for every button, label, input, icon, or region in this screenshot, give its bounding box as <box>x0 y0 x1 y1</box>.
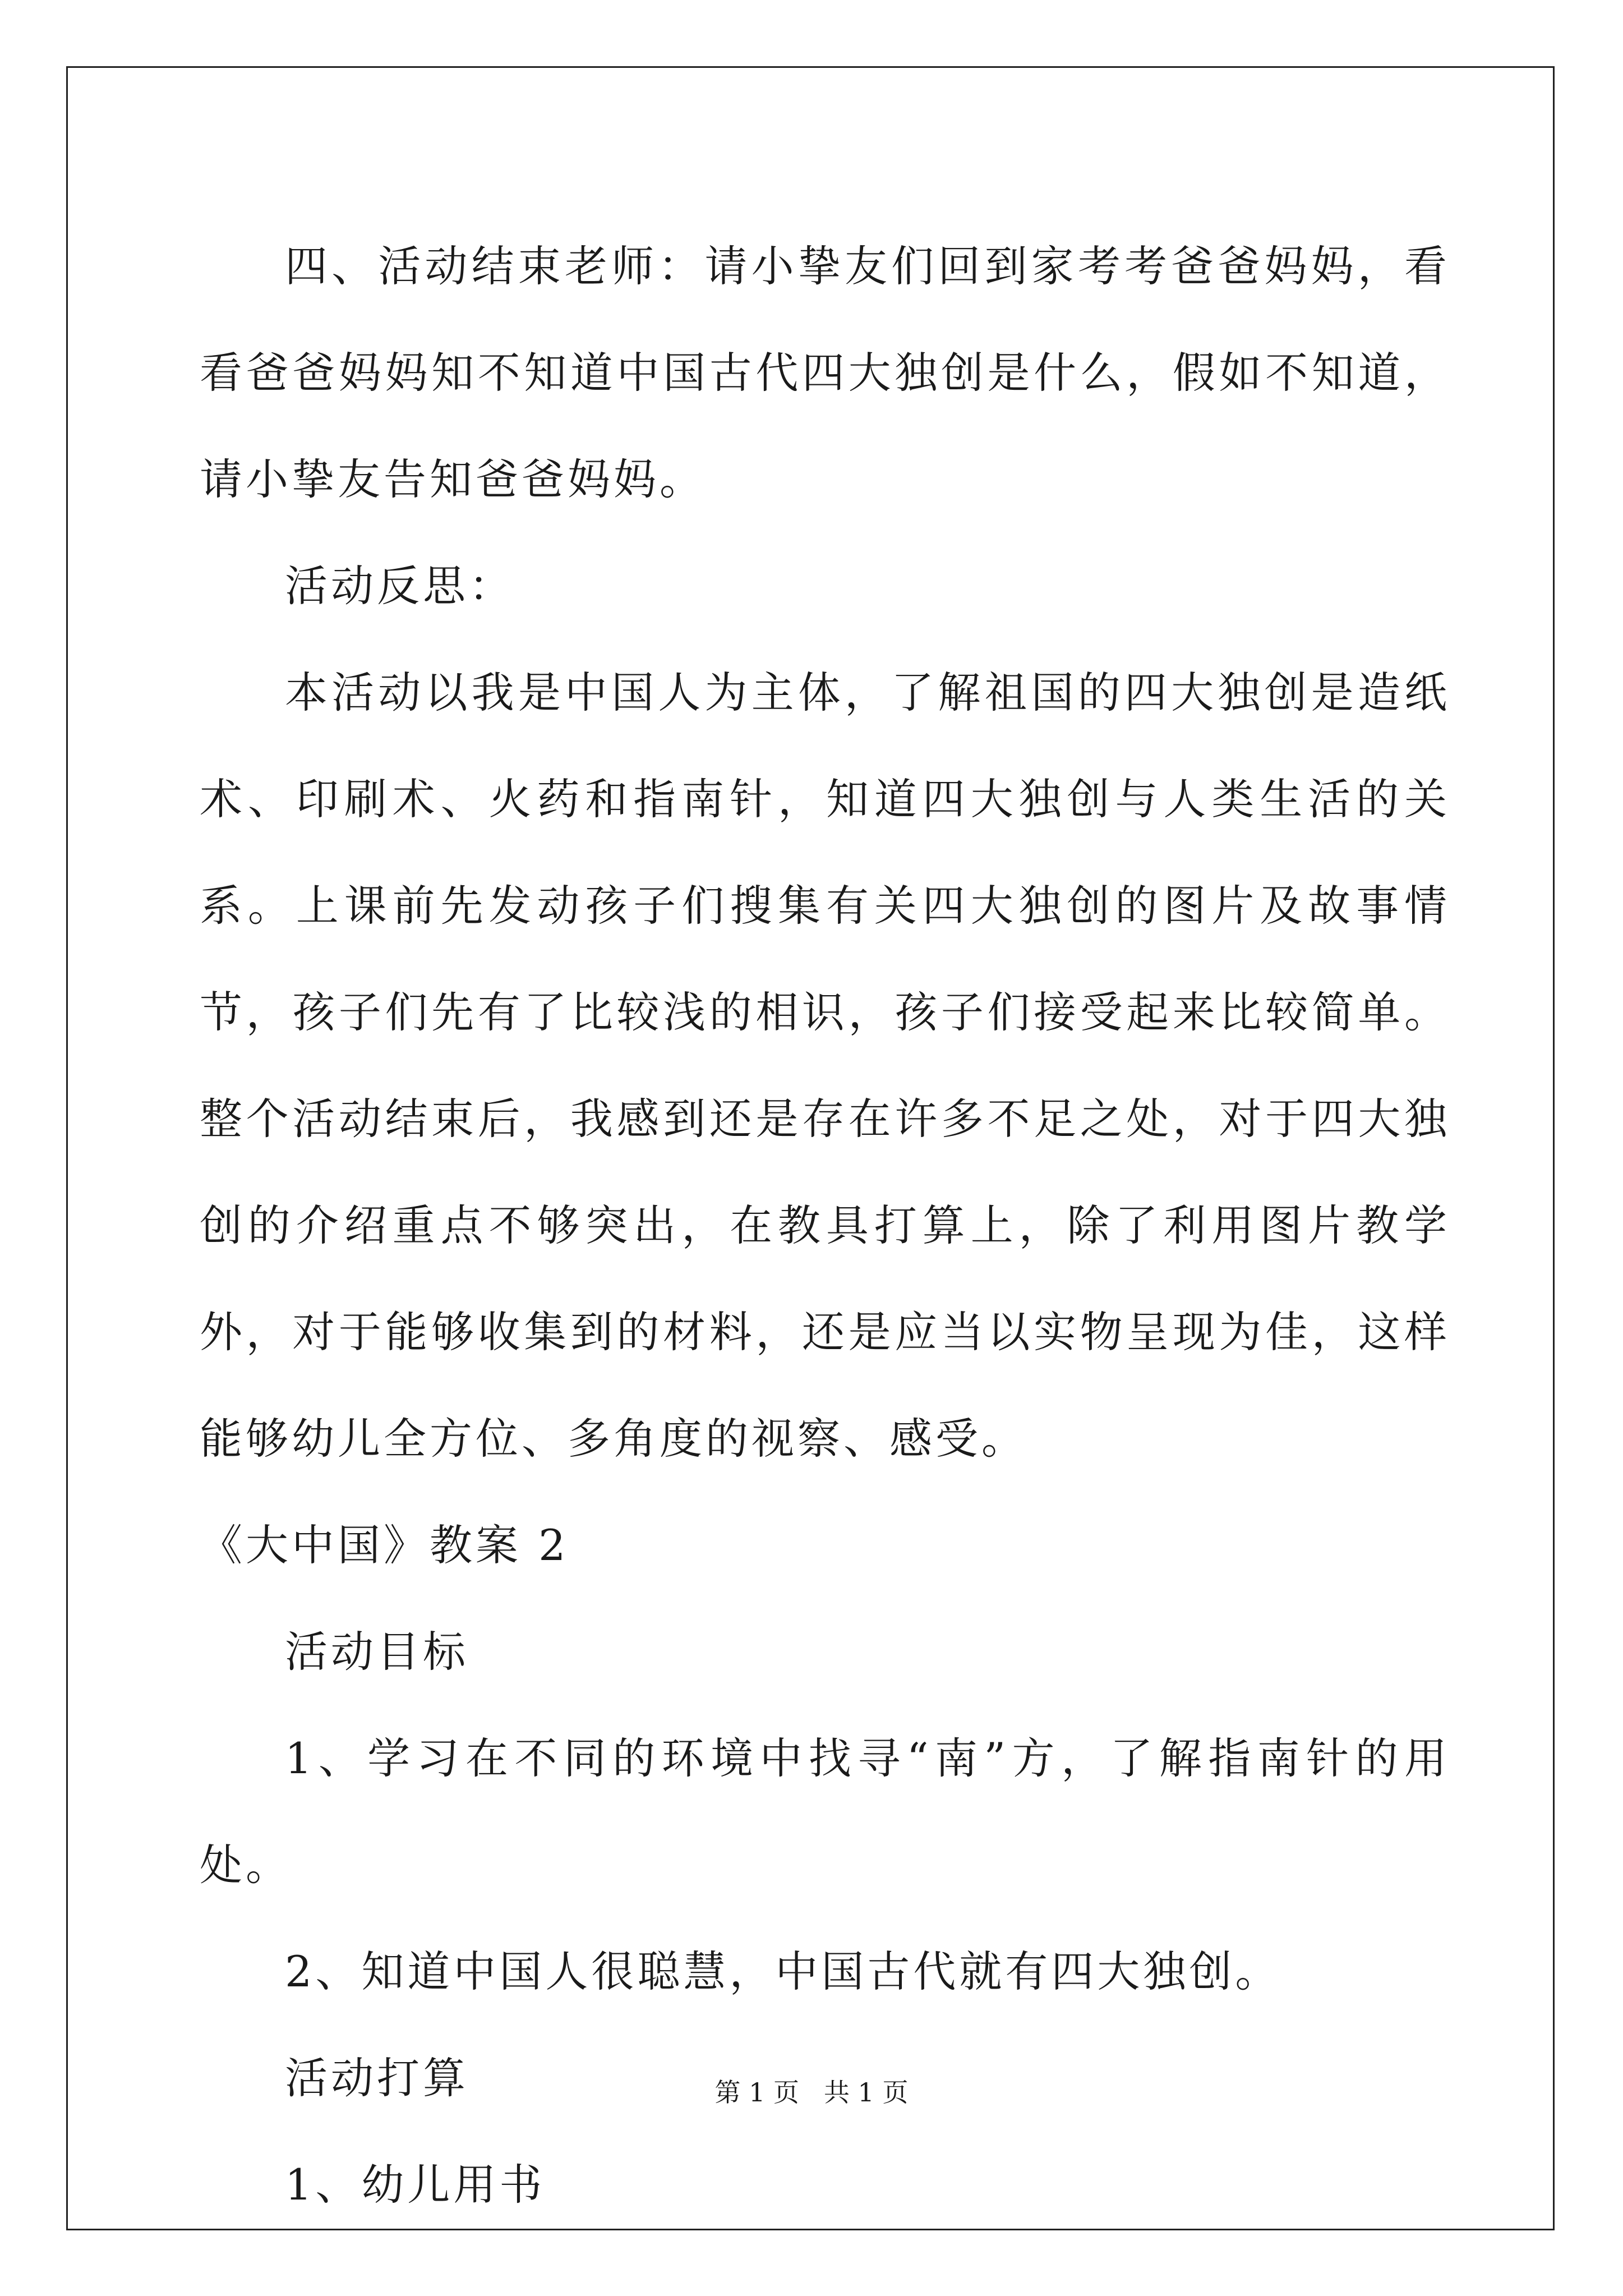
paragraph-prep-1: 1、幼儿用书 <box>285 2160 546 2210</box>
paragraph-goals-heading: 活动目标 <box>285 1627 469 1677</box>
paragraph-reflection-body: 本活动以我是中国人为主体，了解祖国的四大独创是造纸术、印刷术、火药和指南针，知道四大独创与人类生活的关系。上课前先发动孩子们搜集有关四大独创的图片及故事情节，孩子们先有了比较浅的相识，孩子们接受起来比较简单。 整个活动结束后，我感到还是存在许多不足之处，对于四大独创的介绍重点不够突出，在教具打算上，除了利用图片教学外，对于能够收集到的材料，还是应当以实物呈现为佳，这样能够幼儿全方位、多角度的视察、感受。 <box>200 668 1450 1464</box>
lesson-title: 《大中国》教案 2 <box>200 1520 569 1570</box>
paragraph-goal-2: 2、知道中国人很聪慧，中国古代就有四大独创。 <box>285 1947 1281 1996</box>
paragraph-reflection-heading: 活动反思： <box>285 561 515 611</box>
page-footer <box>0 2076 1623 2109</box>
paragraph-goal-1: 1、学习在不同的环境中找寻“南”方，了解指南针的用处。 <box>200 1733 1450 1890</box>
paragraph-activity-end: 四、活动结束老师：请小挚友们回到家考考爸爸妈妈，看看爸爸妈妈知不知道中国古代四大独创是什么，假如不知道，请小挚友告知爸爸妈妈。 <box>200 241 1450 504</box>
document-body <box>200 213 1450 2238</box>
paragraph-prep-heading: 活动打算 <box>285 2053 469 2103</box>
page-total: 共 1 页 <box>823 2077 909 2108</box>
page-number: 第 1 页 <box>714 2077 800 2108</box>
